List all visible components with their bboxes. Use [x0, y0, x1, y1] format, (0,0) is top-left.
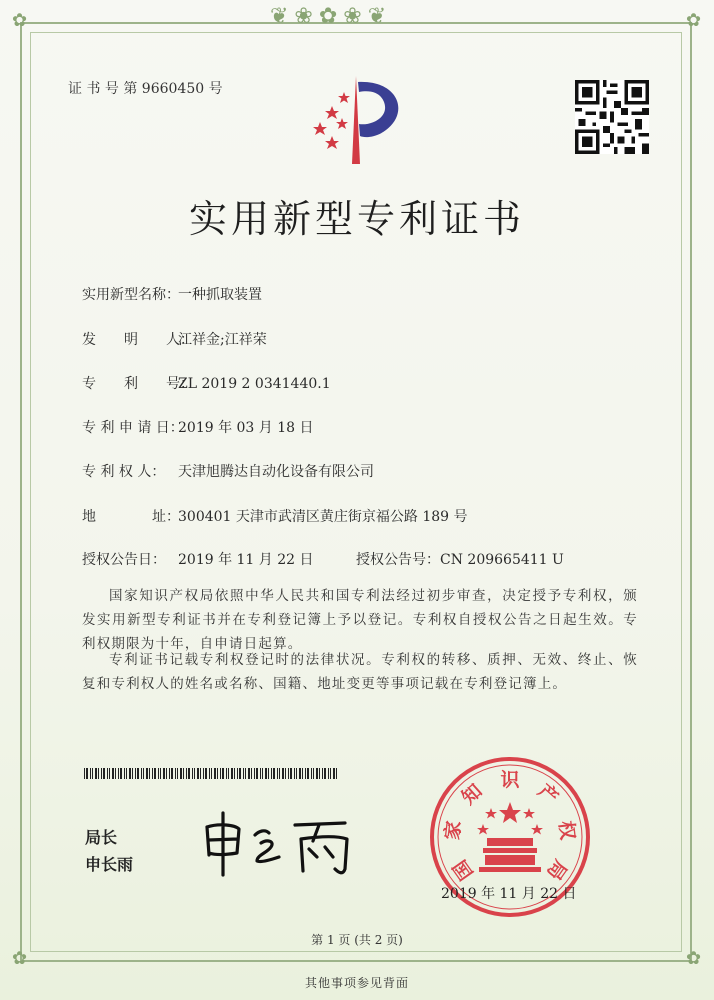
field-label: 地 址： [82, 509, 180, 525]
grant-paragraph: 国家知识产权局依照中华人民共和国专利法经过初步审查，决定授予专利权，颁发实用新型专利证书并在专利登记簿上予以登记。专利权自授权公告之日起生效。专利权期限为十年，自申请日起算。 [82, 588, 638, 652]
patentee-row [82, 461, 374, 481]
patent-office-logo-icon [298, 72, 414, 170]
svg-text:知: 知 [457, 779, 487, 809]
chief-name: 申长雨 [85, 855, 134, 874]
field-label: 授权公告号： [356, 552, 440, 568]
patent-number-row [82, 373, 331, 393]
publication-date-row [82, 549, 314, 569]
field-value: 2019 年 11 月 22 日 [178, 552, 314, 568]
field-value: 江祥金;江祥荣 [178, 332, 267, 348]
field-value: 天津旭腾达自动化设备有限公司 [178, 464, 374, 480]
svg-text:家: 家 [441, 819, 466, 842]
corner-ornament-icon: ✿ [686, 948, 702, 969]
field-value: 300401 天津市武清区黄庄街京福公路 189 号 [178, 509, 468, 525]
top-ornament-icon: ❦❀✿❀❦ [270, 4, 393, 29]
field-label: 专 利 权 人： [82, 464, 166, 480]
field-label: 授权公告日： [82, 552, 166, 568]
field-label: 专 利 申 请 日： [82, 420, 184, 436]
field-value: ZL 2019 2 0341440.1 [178, 376, 331, 392]
svg-text:权: 权 [554, 819, 579, 842]
svg-text:国: 国 [448, 855, 478, 884]
corner-ornament-icon: ✿ [12, 948, 28, 969]
footer-note: 其他事项参见背面 [304, 976, 409, 990]
field-label: 专 利 号： [82, 376, 194, 392]
svg-text:局: 局 [542, 855, 572, 884]
application-date-row [82, 417, 314, 437]
page-number: 第 1 页 (共 2 页) [311, 933, 403, 947]
seal-date: 2019 年 11 月 22 日 [441, 886, 577, 902]
svg-text:识: 识 [500, 769, 520, 791]
field-value: CN 209665411 U [440, 552, 564, 568]
barcode-icon [84, 768, 339, 779]
publication-number-row [356, 549, 564, 569]
field-value: 一种抓取装置 [178, 287, 262, 303]
signature-icon [195, 805, 370, 880]
legal-status-paragraph: 专利证书记载专利权登记时的法律状况。专利权的转移、质押、无效、终止、恢复和专利权人的姓名或名称、国籍、地址变更等事项记载在专利登记簿上。 [82, 652, 638, 692]
chief-title: 局长 [85, 828, 118, 847]
corner-ornament-icon: ✿ [12, 10, 28, 31]
certificate-title: 实用新型专利证书 [188, 197, 525, 241]
qr-code-icon [575, 80, 649, 154]
field-value: 2019 年 03 月 18 日 [178, 420, 314, 436]
address-row [82, 506, 468, 526]
certificate-number: 证 书 号 第 9660450 号 [68, 81, 223, 97]
inventor-row [82, 329, 267, 349]
corner-ornament-icon: ✿ [686, 10, 702, 31]
svg-text:产: 产 [533, 779, 563, 809]
field-label: 发 明 人： [82, 332, 194, 348]
utility-model-name-row [82, 284, 262, 304]
field-label: 实用新型名称： [82, 287, 180, 303]
